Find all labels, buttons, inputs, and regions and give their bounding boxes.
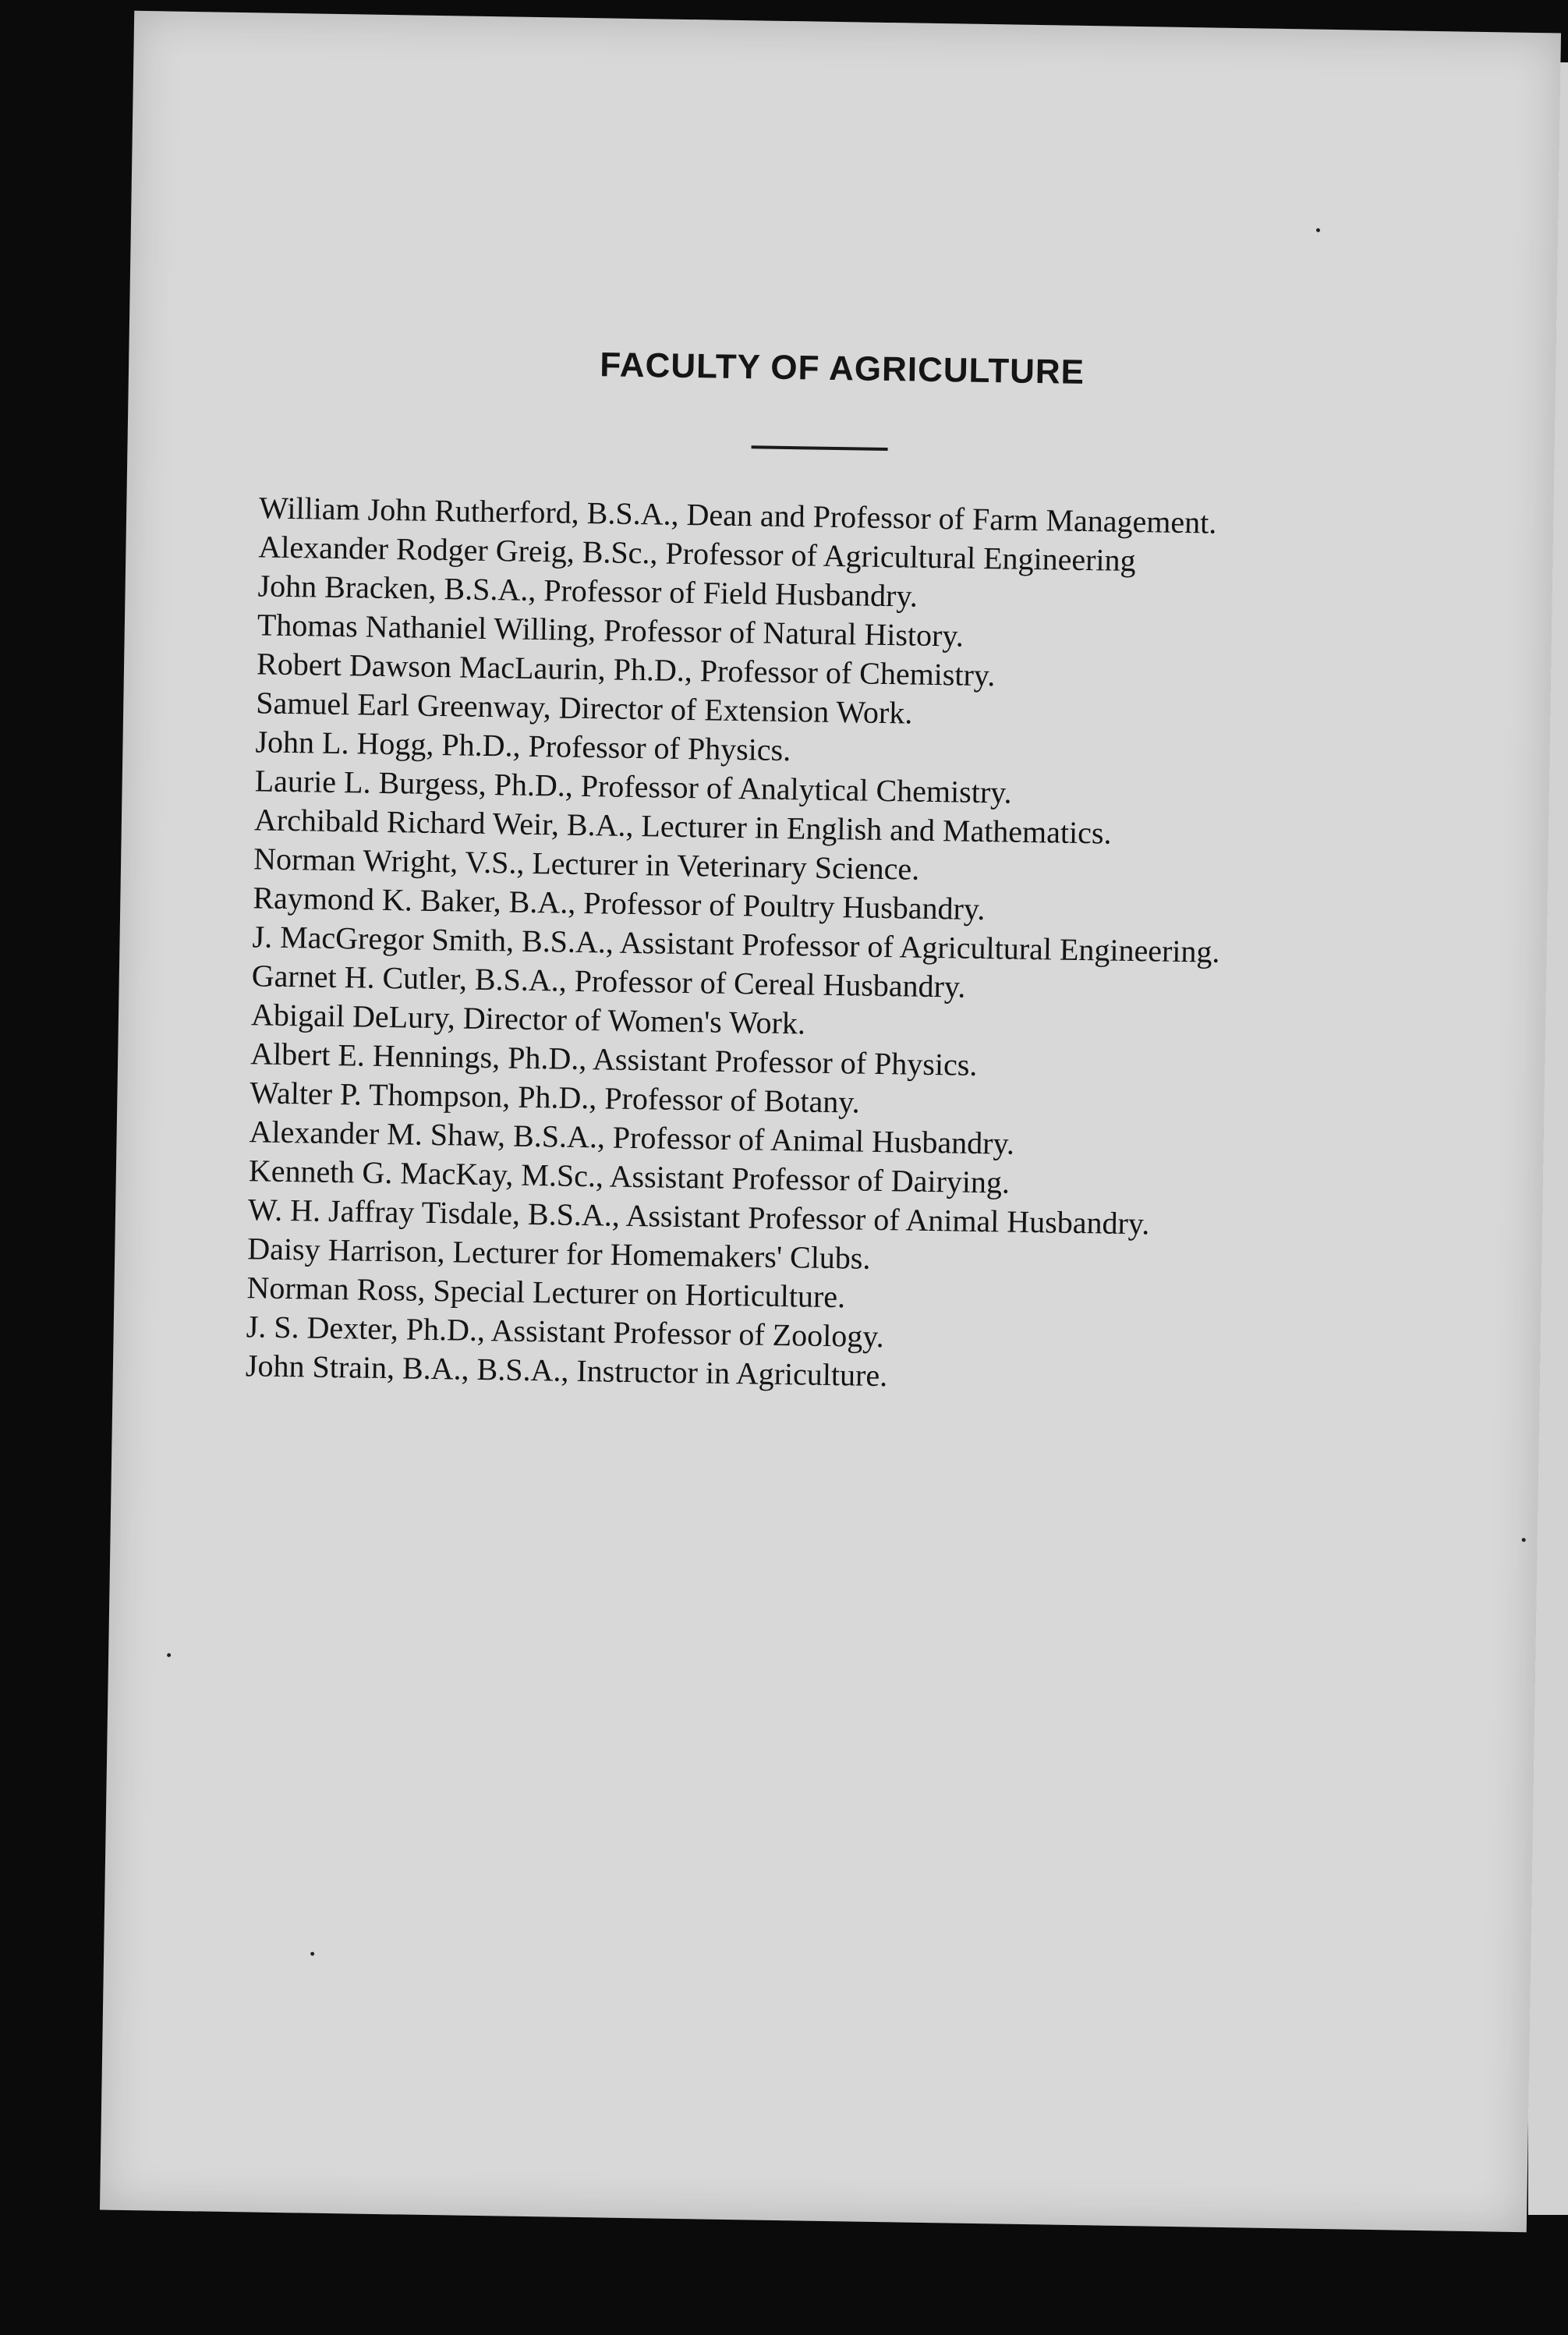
faculty-entry: Thomas Nathaniel Willing, Professor of Natural History. [257, 607, 965, 654]
document-page [100, 11, 1561, 2232]
faculty-entry: John Strain, B.A., B.S.A., Instructor in Agriculture. [245, 1348, 888, 1394]
page-title: FACULTY OF AGRICULTURE [599, 345, 1085, 392]
faculty-entry: Norman Wright, V.S., Lecturer in Veterinary Science. [253, 841, 920, 887]
faculty-entry: J. S. Dexter, Ph.D., Assistant Professor of Zoology. [246, 1309, 885, 1355]
faculty-entry: John Bracken, B.S.A., Professor of Field Husbandry. [257, 568, 919, 614]
faculty-entry: Daisy Harrison, Lecturer for Homemakers' Clubs. [246, 1231, 871, 1276]
paper-speck [1316, 229, 1320, 232]
faculty-entry: Garnet H. Cutler, B.S.A., Professor of Cereal Husbandry. [251, 958, 966, 1005]
faculty-entry: Archibald Richard Weir, B.A., Lecturer in English and Mathematics. [253, 802, 1112, 851]
faculty-entry: Abigail DeLury, Director of Women's Work. [250, 997, 806, 1041]
faculty-list [246, 488, 1375, 1402]
faculty-entry: William John Rutherford, B.S.A., Dean and Professor of Farm Management. [258, 490, 1217, 540]
faculty-entry: Kenneth G. MacKay, M.Sc., Assistant Professor of Dairying. [248, 1153, 1011, 1200]
faculty-entry: Alexander M. Shaw, B.S.A., Professor of Animal Husbandry. [249, 1114, 1015, 1161]
paper-speck [167, 1653, 171, 1657]
paper-speck [1522, 1538, 1526, 1542]
faculty-entry: W. H. Jaffray Tisdale, B.S.A., Assistant Professor of Animal Husbandry. [247, 1192, 1150, 1242]
faculty-entry: Raymond K. Baker, B.A., Professor of Poultry Husbandry. [253, 880, 986, 927]
faculty-entry: Samuel Earl Greenway, Director of Extension Work. [255, 685, 913, 731]
faculty-entry: J. MacGregor Smith, B.S.A., Assistant Professor of Agricultural Engineering. [252, 919, 1220, 969]
title-divider [752, 445, 888, 451]
faculty-entry: Albert E. Hennings, Ph.D., Assistant Professor of Physics. [250, 1036, 978, 1082]
faculty-entry: Laurie L. Burgess, Ph.D., Professor of Analytical Chemistry. [254, 763, 1012, 810]
faculty-entry: Alexander Rodger Greig, B.Sc., Professor of Agricultural Engineering [258, 529, 1136, 579]
faculty-entry: Robert Dawson MacLaurin, Ph.D., Professor of Chemistry. [256, 646, 996, 693]
paper-speck [310, 1952, 314, 1956]
faculty-entry: Walter P. Thompson, Ph.D., Professor of Botany. [250, 1075, 861, 1120]
faculty-entry: John L. Hogg, Ph.D., Professor of Physics. [255, 724, 791, 768]
faculty-entry: Norman Ross, Special Lecturer on Horticulture. [246, 1270, 846, 1315]
